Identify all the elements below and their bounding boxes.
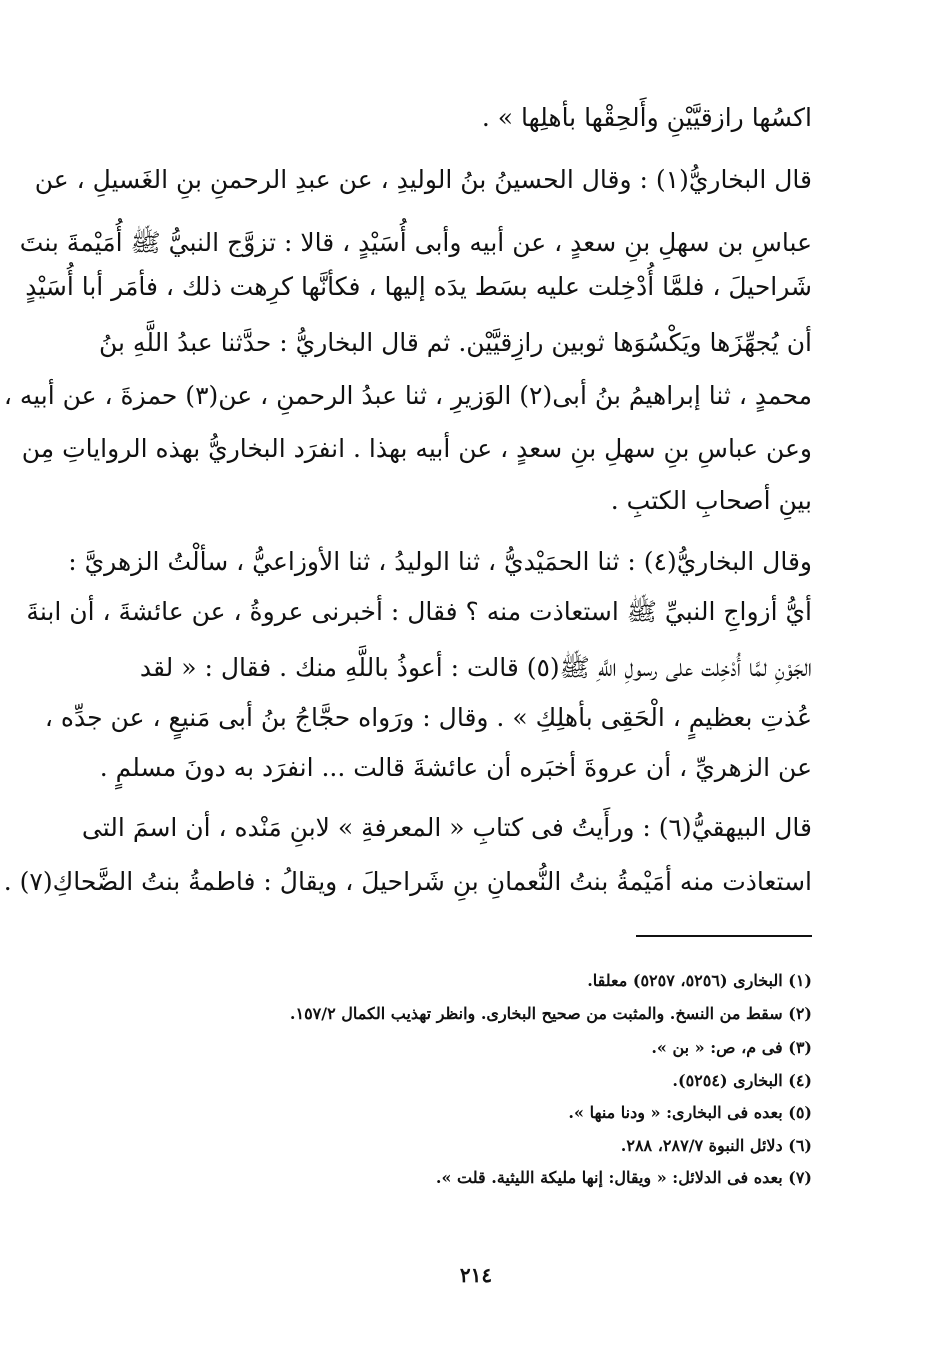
page-number: ٢١٤ — [459, 1263, 493, 1287]
paragraph-first-line: وقال البخاريُّ(٤) : ثنا الحمَيْديُّ ، ثنا الوليدُ ، ثنا الأوزاعيُّ ، سألْتُ الزهريَّ : — [68, 547, 812, 576]
body-line: عُذتِ بعظيمٍ ، الْحَقِى بأهلِكِ » . وقال : ورَواه حجَّاجُ بنُ أبى مَنيعٍ ، عن جدِّه ، — [44, 703, 812, 732]
body-line: بينِ أصحابِ الكتبِ . — [610, 486, 812, 515]
body-line: شَراحيلَ ، فلمَّا أُدْخِلت عليه بسَط يدَه إليها ، فكأنَّها كرِهت ذلك ، فأمَر أبا أُسَيْدٍ — [25, 272, 812, 301]
body-line: أن يُجهِّزَها ويَكْسُوَها ثوبين رازِقيَّيْن. ثم قال البخاريُّ : حدَّثنا عبدُ اللَّهِ بنُ — [98, 328, 812, 357]
body-line: استعاذت منه أمَيْمةُ بنتُ النُّعمانِ بنِ شَراحيلَ ، ويقالُ : فاطمةُ بنتُ الضَّحاكِ(٧) . — [3, 867, 812, 896]
footnote-separator — [636, 935, 812, 937]
body-line: محمدٍ ، ثنا إبراهيمُ بنُ أبى(٢) الوَزيرِ ، ثنا عبدُ الرحمنِ ، عن(٣) حمزةَ ، عن أبيه ، — [3, 381, 812, 410]
footnote: (٧) بعده فى الدلائل: « ويقال: إنها مليكة الليثية. قلت ». — [435, 1168, 812, 1187]
body-line: عن الزهريِّ ، أن عروةَ أخبَره أن عائشةَ قالت ... انفرَد به دونَ مسلمٍ . — [99, 753, 812, 782]
paragraph-first-line: قال البيهقيُّ(٦) : ورأَيتُ فى كتابِ « المعرفةِ » لابنِ مَنْده ، أن اسمَ التى — [81, 813, 812, 842]
footnote: (٢) سقط من النسخ. والمثبت من صحيح البخارى. وانظر تهذيب الكمال ١٥٧/٢. — [289, 1004, 812, 1023]
body-line: الجَوْنِ لمَّا أُدْخِلت على رسولِ اللَّهِ ﷺ(٥) قالت : أعوذُ باللَّهِ منك . فقال : « لقد — [139, 653, 812, 682]
footnote: (٦) دلائل النبوة ٢٨٧/٧، ٢٨٨. — [620, 1136, 812, 1155]
footnote: (٤) البخارى (٥٢٥٤). — [672, 1071, 812, 1090]
body-line: أيُّ أزواجِ النبيِّ ﷺ استعاذت منه ؟ فقال : أخبرنى عروةُ ، عن عائشةَ ، أن ابنةَ — [26, 597, 812, 626]
footnote: (١) البخارى (٥٢٥٦، ٥٢٥٧) معلقا. — [587, 971, 812, 990]
body-line: اكسُها رازقيَّيْنِ وأَلحِقْها بأهلِها » . — [481, 103, 812, 132]
paragraph-first-line: قال البخاريُّ(١) : وقال الحسينُ بنُ الوليدِ ، عن عبدِ الرحمنِ بنِ الغَسيلِ ، عن — [34, 165, 812, 194]
body-line: وعن عباسِ بنِ سهلِ بنِ سعدٍ ، عن أبيه بهذا . انفرَد البخاريُّ بهذه الرواياتِ مِن — [21, 434, 812, 463]
footnote: (٣) فى م، ص: « بن ». — [651, 1038, 812, 1057]
footnote: (٥) بعده فى البخارى: « ودنا منها ». — [568, 1103, 812, 1122]
body-line: عباسِ بن سهلِ بنِ سعدٍ ، عن أبيه وأبى أُسَيْدٍ ، قالا : تزوَّج النبيُّ ﷺ أُمَيْمةَ بنتَ — [19, 228, 812, 257]
